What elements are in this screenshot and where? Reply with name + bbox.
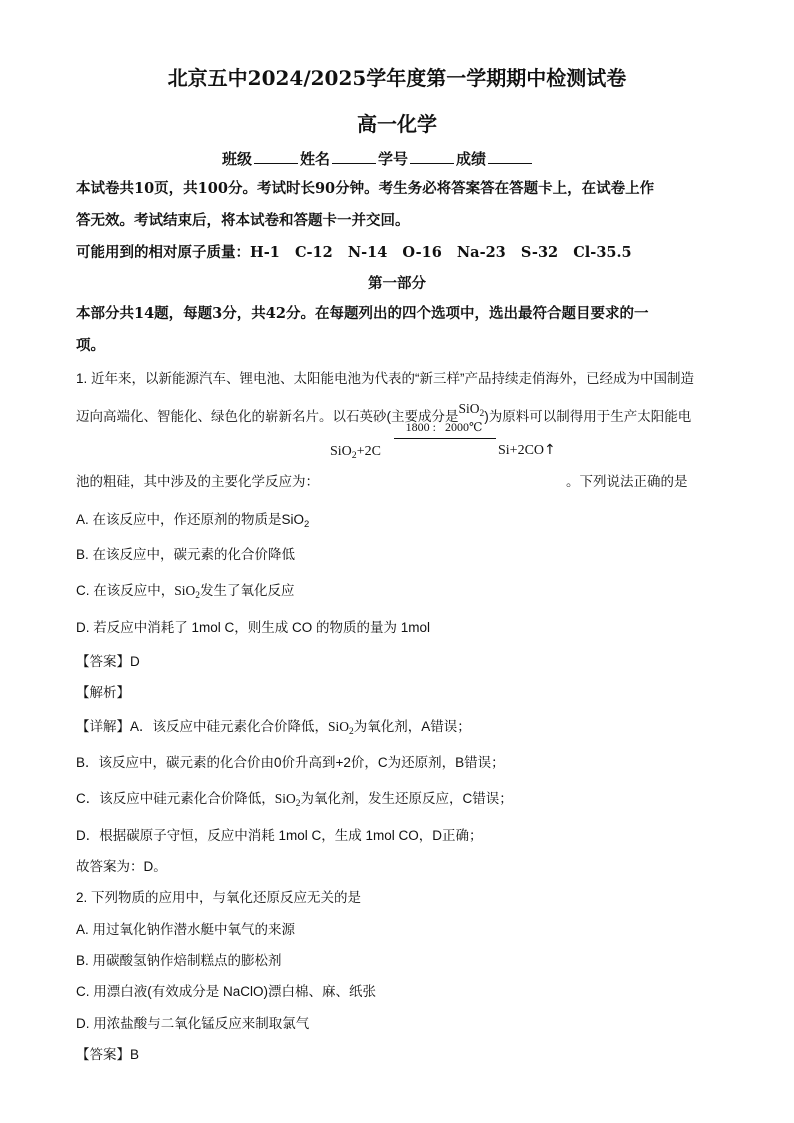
name-blank	[332, 151, 376, 164]
reaction-reactants: SiO$_2$+2C	[330, 444, 381, 461]
atomic-masses: 可能用到的相对原子质量：H-1 C-12 N-14 O-16 Na-23 S-32 Cl-35.5	[76, 244, 632, 261]
q1-stem-line-2-end: )为原料可以制得用于生产太阳能电	[484, 409, 692, 424]
q1-detail-b: B．该反应中，碳元素的化合价由0价升高到+2价，C为还原剂，B错误；	[76, 755, 505, 770]
q1-conclusion: 故答案为：D。	[76, 859, 167, 874]
q1-detail-d: D．根据碳原子守恒，反应中消耗 1mol C，生成 1mol CO，D正确；	[76, 828, 483, 843]
reaction-products: Si+2CO↑	[498, 442, 556, 458]
q2-option-d: D. 用浓盐酸与二氧化锰反应来制取氯气	[76, 1016, 310, 1031]
q1-sio2-inline: SiO$_2$	[458, 401, 485, 419]
part-description-line-1: 本部分共14题，每题3分，共42分。在每题列出的四个选项中，选出最符合题目要求的一	[76, 305, 649, 322]
q2-stem: 2. 下列物质的应用中，与氧化还原反应无关的是	[76, 890, 362, 905]
reaction-condition: 1800 : 2000℃	[405, 420, 483, 434]
reaction-condition-bar	[394, 438, 496, 439]
exam-title: 北京五中2024/2025学年度第一学期期中检测试卷	[167, 66, 627, 90]
q1-analysis-label: 【解析】	[76, 685, 130, 700]
subject-title: 高一化学	[357, 112, 437, 136]
q2-option-b: B. 用碳酸氢钠作焙制糕点的膨松剂	[76, 953, 282, 968]
q1-stem-line-3-start: 池的粗硅，其中涉及的主要化学反应为：	[76, 474, 319, 489]
class-blank	[254, 151, 298, 164]
student-id-label: 学号	[378, 150, 409, 168]
student-info-row	[222, 148, 534, 169]
q1-detail-a: 【详解】A．该反应中硅元素化合价降低，SiO$_2$为氧化剂，A错误；	[76, 719, 471, 737]
q1-option-b: B. 在该反应中，碳元素的化合价降低	[76, 547, 296, 562]
class-label: 班级	[222, 150, 253, 168]
q1-detail-c: C．该反应中硅元素化合价降低，SiO$_2$为氧化剂，发生还原反应，C错误；	[76, 791, 513, 809]
q1-option-d: D. 若反应中消耗了 1mol C，则生成 CO 的物质的量为 1mol	[76, 620, 431, 635]
q1-stem-line-1: 1. 近年来，以新能源汽车、锂电池、太阳能电池为代表的“新三样”产品持续走俏海外，已经成为中国制造	[76, 371, 694, 386]
gas-arrow-icon: ↑	[544, 442, 556, 458]
part-description-line-2: 项。	[76, 337, 105, 354]
q1-option-a: A. 在该反应中，作还原剂的物质是SiO$_2$	[76, 512, 310, 530]
q1-option-c: C. 在该反应中，SiO$_2$发生了氧化反应	[76, 583, 295, 601]
q2-answer: 【答案】B	[76, 1047, 140, 1062]
student-id-blank	[410, 151, 454, 164]
q2-option-a: A. 用过氧化钠作潜水艇中氧气的来源	[76, 922, 296, 937]
score-label: 成绩	[456, 150, 487, 168]
name-label: 姓名	[300, 150, 331, 168]
q1-answer: 【答案】D	[76, 654, 140, 669]
score-blank	[488, 151, 532, 164]
q1-stem-line-3-end: 。下列说法正确的是	[566, 474, 688, 489]
instructions-line-2: 答无效。考试结束后，将本试卷和答题卡一并交回。	[76, 212, 410, 229]
q1-stem-line-2-start: 迈向高端化、智能化、绿色化的崭新名片。以石英砂(主要成分是	[76, 409, 459, 424]
part-heading: 第一部分	[368, 275, 426, 292]
q2-option-c: C. 用漂白液(有效成分是 NaClO)漂白棉、麻、纸张	[76, 984, 376, 999]
q1-reaction-equation	[326, 420, 558, 468]
instructions-line-1: 本试卷共10页，共100分。考试时长90分钟。考生务必将答案答在答题卡上，在试卷上作	[76, 180, 655, 197]
